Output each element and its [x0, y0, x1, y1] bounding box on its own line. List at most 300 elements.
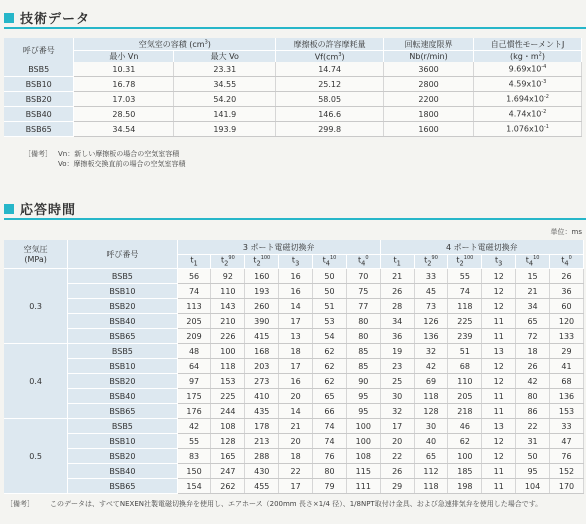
header-time-col: [279, 255, 313, 269]
header-inertia: 自己慣性モーメントJ: [474, 38, 582, 51]
time-sup: 100: [260, 255, 271, 262]
time-cell: 133: [550, 329, 584, 344]
speed-cell: 2800: [384, 77, 474, 92]
time-cell: 13: [279, 329, 313, 344]
inertia-mantissa: 4.59x10: [508, 79, 542, 89]
time-cell: 128: [211, 434, 245, 449]
time-cell: 21: [279, 419, 313, 434]
time-sup: 0: [365, 255, 369, 262]
model-cell: BSB65: [4, 122, 74, 137]
time-cell: 170: [550, 479, 584, 494]
friction-cell: 58.05: [276, 92, 384, 107]
time-cell: 68: [448, 359, 482, 374]
time-cell: 22: [380, 449, 414, 464]
inertia-mantissa: 1.694x10: [506, 94, 544, 104]
table-row: [4, 284, 584, 299]
time-sub: 4: [528, 259, 534, 268]
header-3port: 3 ポート電磁切換弁: [177, 240, 380, 255]
time-cell: 46: [448, 419, 482, 434]
section-header-response-time: [4, 199, 76, 218]
min-volume-cell: 28.50: [74, 107, 174, 122]
time-cell: 79: [313, 479, 347, 494]
time-base: t: [358, 256, 362, 266]
time-cell: 32: [380, 404, 414, 419]
table-row: [4, 314, 584, 329]
model-cell: BSB10: [68, 359, 177, 374]
model-cell: BSB40: [68, 389, 177, 404]
model-cell: BSB20: [68, 374, 177, 389]
table-row: [4, 479, 584, 494]
time-cell: 31: [516, 434, 550, 449]
model-cell: BSB40: [68, 314, 177, 329]
time-cell: 15: [516, 269, 550, 284]
time-cell: 198: [448, 479, 482, 494]
time-sub: 2: [459, 259, 464, 268]
table-row: [4, 107, 582, 122]
time-cell: 60: [550, 299, 584, 314]
time-cell: 205: [448, 389, 482, 404]
response-notes: [6, 500, 580, 509]
header-time-col: [211, 255, 245, 269]
time-cell: 65: [516, 314, 550, 329]
time-cell: 18: [279, 449, 313, 464]
max-volume-cell: 141.9: [174, 107, 276, 122]
time-cell: 54: [313, 329, 347, 344]
time-cell: 262: [211, 479, 245, 494]
friction-cell: 14.74: [276, 62, 384, 77]
table-row: [4, 269, 584, 284]
min-volume-cell: 16.78: [74, 77, 174, 92]
time-sub: 4: [564, 259, 569, 268]
time-base: t: [424, 256, 428, 266]
time-cell: 12: [482, 284, 516, 299]
time-cell: 136: [414, 329, 448, 344]
time-cell: 47: [550, 434, 584, 449]
time-cell: 22: [516, 419, 550, 434]
header-model: 呼び番号: [4, 38, 74, 62]
time-cell: 136: [550, 389, 584, 404]
time-base: t: [253, 256, 257, 266]
time-cell: 11: [482, 464, 516, 479]
time-base: t: [291, 256, 296, 266]
inertia-cell: [474, 77, 582, 92]
time-cell: 143: [211, 299, 245, 314]
time-cell: 20: [279, 434, 313, 449]
time-cell: 34: [516, 299, 550, 314]
model-cell: BSB10: [4, 77, 74, 92]
model-cell: BSB65: [68, 479, 177, 494]
time-sup: 90: [431, 255, 438, 262]
time-base: t: [495, 256, 499, 266]
time-cell: 36: [380, 329, 414, 344]
time-cell: 239: [448, 329, 482, 344]
time-cell: 12: [482, 269, 516, 284]
header-model: 呼び番号: [68, 240, 177, 269]
time-base: t: [322, 256, 326, 266]
header-time-col: [448, 255, 482, 269]
table-row: [4, 434, 584, 449]
time-cell: 95: [346, 389, 380, 404]
time-cell: 80: [346, 314, 380, 329]
time-cell: 185: [448, 464, 482, 479]
time-cell: 11: [482, 329, 516, 344]
time-cell: 225: [448, 314, 482, 329]
time-cell: 80: [313, 464, 347, 479]
time-base: t: [561, 256, 565, 266]
model-cell: BSB5: [4, 62, 74, 77]
time-cell: 62: [313, 359, 347, 374]
time-cell: 83: [177, 449, 211, 464]
time-sub: 2: [256, 259, 261, 268]
speed-cell: 1600: [384, 122, 474, 137]
header-speed: 回転速度限界: [384, 38, 474, 51]
pressure-cell: 0.4: [4, 344, 68, 419]
time-cell: 112: [414, 464, 448, 479]
time-sup: 10: [533, 255, 540, 262]
time-cell: 153: [211, 374, 245, 389]
time-cell: 25: [380, 374, 414, 389]
time-cell: 66: [313, 404, 347, 419]
inertia-exponent: -3: [541, 79, 547, 86]
time-cell: 72: [516, 329, 550, 344]
header-inertia-unit: (kg・$m^2$): [474, 51, 582, 63]
max-volume-cell: 54.20: [174, 92, 276, 107]
time-cell: 12: [482, 449, 516, 464]
section-title: 技術データ: [20, 12, 91, 27]
header-volume: 空気室の容積 $(cm^3)$: [74, 38, 276, 51]
max-volume-cell: 23.31: [174, 62, 276, 77]
table-row: [4, 77, 582, 92]
header-time-col: [380, 255, 414, 269]
time-cell: 11: [482, 479, 516, 494]
time-cell: 108: [211, 419, 245, 434]
header-max: 最大 Vo: [174, 51, 276, 63]
time-cell: 50: [313, 269, 347, 284]
table-row: [4, 122, 582, 137]
time-cell: 111: [346, 479, 380, 494]
time-cell: 118: [211, 359, 245, 374]
time-cell: 17: [279, 359, 313, 374]
time-cell: 244: [211, 404, 245, 419]
time-cell: 33: [414, 269, 448, 284]
header-min: 最小 Vn: [74, 51, 174, 63]
time-cell: 168: [245, 344, 279, 359]
header-time-col: [245, 255, 279, 269]
time-sup: 90: [228, 255, 235, 262]
time-sup: 100: [463, 255, 474, 262]
time-cell: 152: [550, 464, 584, 479]
time-cell: 12: [482, 434, 516, 449]
time-cell: 74: [313, 419, 347, 434]
time-cell: 51: [448, 344, 482, 359]
model-cell: BSB10: [68, 284, 177, 299]
friction-cell: 299.8: [276, 122, 384, 137]
time-cell: 69: [414, 374, 448, 389]
time-cell: 97: [177, 374, 211, 389]
notes-label: ［備考］: [24, 150, 52, 158]
time-sub: 1: [396, 259, 401, 268]
time-cell: 128: [414, 404, 448, 419]
time-sub: 4: [325, 259, 330, 268]
model-cell: BSB20: [68, 449, 177, 464]
time-cell: 26: [380, 284, 414, 299]
time-cell: 154: [177, 479, 211, 494]
note-line: Vn：新しい摩擦板の場合の空気室容積: [58, 150, 180, 158]
time-cell: 113: [177, 299, 211, 314]
time-cell: 14: [279, 404, 313, 419]
time-cell: 74: [177, 284, 211, 299]
time-cell: 108: [346, 449, 380, 464]
time-sub: 3: [295, 259, 300, 268]
time-cell: 77: [346, 299, 380, 314]
time-cell: 118: [414, 389, 448, 404]
time-cell: 62: [313, 374, 347, 389]
min-volume-cell: 17.03: [74, 92, 174, 107]
time-cell: 175: [177, 389, 211, 404]
time-cell: 70: [346, 269, 380, 284]
time-cell: 20: [380, 434, 414, 449]
technical-data-table: [4, 38, 582, 137]
header-friction-unit: $Vf(cm^3)$: [276, 51, 384, 63]
table-row: [4, 404, 584, 419]
time-cell: 85: [346, 344, 380, 359]
inertia-cell: [474, 122, 582, 137]
inertia-exponent: -1: [543, 124, 549, 131]
time-base: t: [456, 256, 460, 266]
model-cell: BSB5: [68, 419, 177, 434]
inertia-exponent: -2: [541, 109, 547, 116]
time-cell: 16: [279, 284, 313, 299]
time-cell: 26: [550, 269, 584, 284]
min-volume-cell: 34.54: [74, 122, 174, 137]
time-cell: 55: [177, 434, 211, 449]
time-cell: 76: [550, 449, 584, 464]
time-cell: 85: [346, 359, 380, 374]
pressure-cell: 0.3: [4, 269, 68, 344]
time-cell: 430: [245, 464, 279, 479]
time-cell: 12: [482, 359, 516, 374]
header-time-col: [516, 255, 550, 269]
max-volume-cell: 34.55: [174, 77, 276, 92]
time-cell: 80: [516, 389, 550, 404]
time-cell: 64: [177, 359, 211, 374]
time-cell: 30: [380, 389, 414, 404]
inertia-mantissa: 9.69x10: [508, 64, 542, 74]
time-sub: 2: [224, 259, 229, 268]
time-cell: 210: [211, 314, 245, 329]
pressure-cell: 0.5: [4, 419, 68, 494]
table-row: [4, 464, 584, 479]
inertia-cell: [474, 107, 582, 122]
time-cell: 50: [516, 449, 550, 464]
time-cell: 50: [313, 284, 347, 299]
time-cell: 390: [245, 314, 279, 329]
model-cell: BSB40: [68, 464, 177, 479]
model-cell: BSB5: [68, 344, 177, 359]
time-base: t: [221, 256, 225, 266]
time-sub: 4: [361, 259, 366, 268]
time-cell: 41: [550, 359, 584, 374]
time-cell: 86: [516, 404, 550, 419]
min-volume-cell: 10.31: [74, 62, 174, 77]
time-sub: 1: [193, 259, 198, 268]
time-cell: 90: [346, 374, 380, 389]
time-cell: 51: [313, 299, 347, 314]
section-rule: [4, 218, 586, 220]
time-cell: 100: [346, 419, 380, 434]
max-volume-cell: 193.9: [174, 122, 276, 137]
time-cell: 68: [550, 374, 584, 389]
table-row: [4, 329, 584, 344]
time-cell: 110: [211, 284, 245, 299]
inertia-exponent: -4: [541, 64, 547, 71]
table-row: [4, 92, 582, 107]
section-marker: [4, 13, 14, 23]
time-cell: 42: [177, 419, 211, 434]
time-cell: 55: [448, 269, 482, 284]
time-cell: 160: [245, 269, 279, 284]
model-cell: BSB40: [4, 107, 74, 122]
table-row: [4, 299, 584, 314]
header-friction: 摩擦板の許容摩耗量: [276, 38, 384, 51]
time-base: t: [525, 256, 529, 266]
time-sup: 10: [329, 255, 337, 262]
header-pressure: 空気圧 (MPa): [4, 240, 68, 269]
time-cell: 53: [313, 314, 347, 329]
time-cell: 12: [482, 374, 516, 389]
time-cell: 14: [279, 299, 313, 314]
header-time-col: [177, 255, 211, 269]
time-cell: 45: [414, 284, 448, 299]
time-cell: 16: [279, 269, 313, 284]
speed-cell: 1800: [384, 107, 474, 122]
time-cell: 165: [211, 449, 245, 464]
section-marker: [4, 204, 14, 214]
time-cell: 455: [245, 479, 279, 494]
time-cell: 11: [482, 314, 516, 329]
time-cell: 110: [448, 374, 482, 389]
time-cell: 213: [245, 434, 279, 449]
time-cell: 260: [245, 299, 279, 314]
time-cell: 42: [414, 359, 448, 374]
time-cell: 40: [414, 434, 448, 449]
time-cell: 288: [245, 449, 279, 464]
header-time-col: [414, 255, 448, 269]
time-cell: 75: [346, 284, 380, 299]
time-cell: 203: [245, 359, 279, 374]
time-cell: 26: [380, 464, 414, 479]
time-cell: 36: [550, 284, 584, 299]
table-row: [4, 359, 584, 374]
time-cell: 153: [550, 404, 584, 419]
time-cell: 30: [414, 419, 448, 434]
model-cell: BSB5: [68, 269, 177, 284]
model-cell: BSB20: [68, 299, 177, 314]
time-cell: 18: [279, 344, 313, 359]
inertia-cell: [474, 62, 582, 77]
time-cell: 118: [414, 479, 448, 494]
time-cell: 13: [482, 344, 516, 359]
time-cell: 74: [313, 434, 347, 449]
time-cell: 16: [279, 374, 313, 389]
time-cell: 209: [177, 329, 211, 344]
header-time-col: [482, 255, 516, 269]
time-cell: 126: [414, 314, 448, 329]
header-time-col: [313, 255, 347, 269]
header-time-col: [550, 255, 584, 269]
time-base: t: [393, 256, 397, 266]
time-cell: 11: [482, 404, 516, 419]
time-cell: 18: [516, 344, 550, 359]
time-cell: 104: [516, 479, 550, 494]
time-cell: 120: [550, 314, 584, 329]
time-cell: 247: [211, 464, 245, 479]
inertia-mantissa: 1.076x10: [506, 124, 544, 134]
table-row: [4, 449, 584, 464]
table-row: [4, 389, 584, 404]
model-cell: BSB20: [4, 92, 74, 107]
note-text: このデータは、すべてNEXEN社製電磁切換弁を使用し、エアホース（200mm 長さ×1/4 径）、1/8NPT取付け金具、および急速排気弁を使用した場合です。: [50, 500, 543, 508]
time-sub: 2: [427, 259, 432, 268]
time-cell: 118: [448, 299, 482, 314]
time-cell: 92: [211, 269, 245, 284]
response-time-table: [4, 240, 584, 494]
time-cell: 150: [177, 464, 211, 479]
time-cell: 33: [550, 419, 584, 434]
header-speed-unit: Nb(r/min): [384, 51, 474, 63]
technical-notes: [24, 149, 186, 169]
time-cell: 193: [245, 284, 279, 299]
time-cell: 226: [211, 329, 245, 344]
time-cell: 13: [482, 419, 516, 434]
time-cell: 17: [279, 314, 313, 329]
time-cell: 48: [177, 344, 211, 359]
time-cell: 21: [380, 269, 414, 284]
time-cell: 225: [211, 389, 245, 404]
time-cell: 178: [245, 419, 279, 434]
time-cell: 23: [380, 359, 414, 374]
time-cell: 273: [245, 374, 279, 389]
speed-cell: 2200: [384, 92, 474, 107]
time-cell: 21: [516, 284, 550, 299]
time-cell: 20: [279, 389, 313, 404]
time-cell: 100: [346, 434, 380, 449]
friction-cell: 146.6: [276, 107, 384, 122]
model-cell: BSB65: [68, 404, 177, 419]
time-cell: 29: [380, 479, 414, 494]
time-cell: 415: [245, 329, 279, 344]
note-line: Vo：摩擦板交換直前の場合の空気室容積: [58, 160, 186, 168]
time-cell: 205: [177, 314, 211, 329]
time-cell: 19: [380, 344, 414, 359]
time-cell: 100: [211, 344, 245, 359]
speed-cell: 3600: [384, 62, 474, 77]
inertia-mantissa: 4.74x10: [508, 109, 542, 119]
model-cell: BSB65: [68, 329, 177, 344]
time-cell: 12: [482, 299, 516, 314]
section-title: 応答時間: [20, 203, 77, 218]
model-cell: BSB10: [68, 434, 177, 449]
section-rule: [4, 27, 586, 29]
time-sub: 3: [498, 259, 503, 268]
time-cell: 29: [550, 344, 584, 359]
unit-label: 単位：ms: [550, 228, 582, 236]
table-row: [4, 374, 584, 389]
time-cell: 218: [448, 404, 482, 419]
time-base: t: [190, 256, 194, 266]
time-cell: 65: [414, 449, 448, 464]
time-cell: 74: [448, 284, 482, 299]
